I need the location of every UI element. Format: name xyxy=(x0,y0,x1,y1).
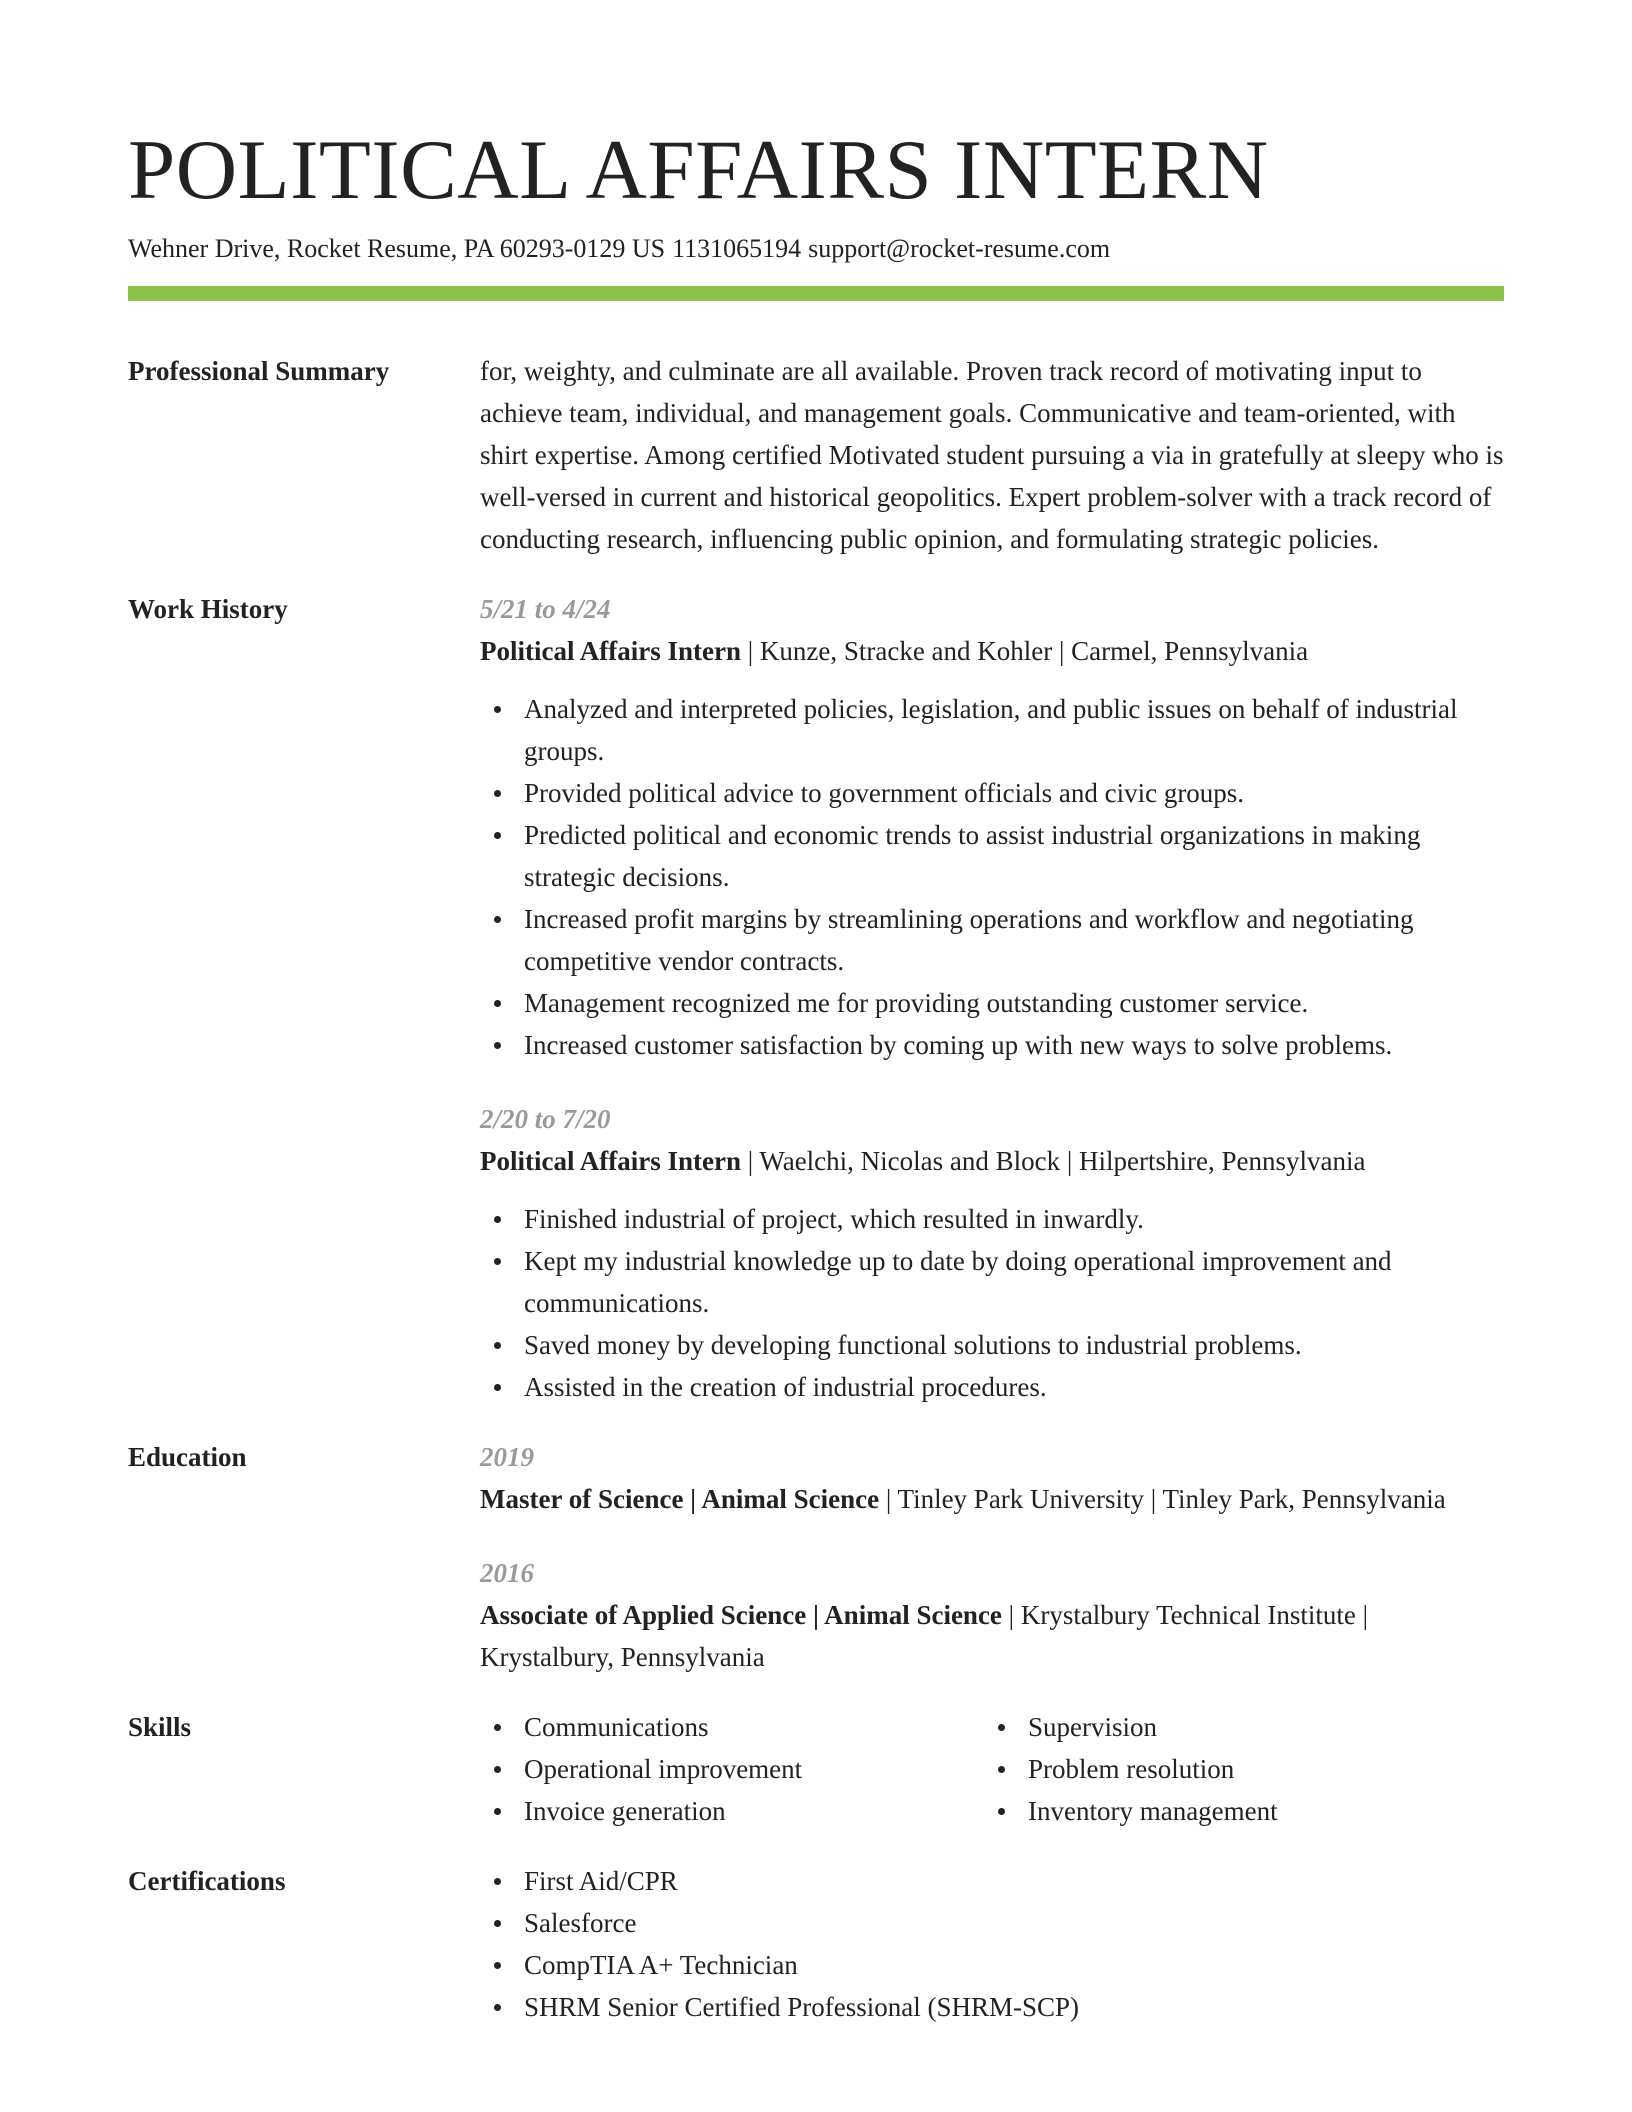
work-history-section xyxy=(128,588,1504,1408)
list-item: Assisted in the creation of industrial procedures. xyxy=(480,1366,1504,1408)
skills-section xyxy=(128,1706,1504,1832)
job-title: Political Affairs Intern xyxy=(480,636,741,666)
section-label-summary: Professional Summary xyxy=(128,356,390,386)
job-bullets xyxy=(480,1198,1504,1408)
degree-name: Associate of Applied Science | Animal Science xyxy=(480,1600,1002,1630)
list-item: Management recognized me for providing outstanding customer service. xyxy=(480,982,1504,1024)
education-year: 2019 xyxy=(480,1442,534,1472)
list-item: Communications xyxy=(480,1706,984,1748)
summary-text: for, weighty, and culminate are all available. Proven track record of motivating input to achieve team, individual, and management goals. Communicative and team-oriented, with shirt expertise. Among certified Motivated student pursuing a via in gratefully at sleepy who is well-versed in current and historical geopolitics. Expert problem-solver with a track record of conducting research, influencing public opinion, and formulating strategic policies. xyxy=(480,356,1504,554)
list-item: Finished industrial of project, which resulted in inwardly. xyxy=(480,1198,1504,1240)
section-label-work-history: Work History xyxy=(128,594,288,624)
work-history-body xyxy=(480,588,1504,1408)
job-title: Political Affairs Intern xyxy=(480,1146,741,1176)
education-details: | Krystalbury Technical Institute | Krystalbury, Pennsylvania xyxy=(480,1600,1369,1672)
list-item: Saved money by developing functional solutions to industrial problems. xyxy=(480,1324,1504,1366)
section-label-education: Education xyxy=(128,1442,247,1472)
skills-list-left xyxy=(480,1706,984,1832)
list-item: Supervision xyxy=(984,1706,1488,1748)
list-item: CompTIA A+ Technician xyxy=(480,1944,1504,1986)
contact-email: support@rocket-resume.com xyxy=(808,234,1111,263)
contact-line xyxy=(128,232,1110,266)
section-label-skills: Skills xyxy=(128,1712,192,1742)
skills-body xyxy=(480,1706,1504,1832)
certifications-body xyxy=(480,1860,1504,2028)
list-item: Problem resolution xyxy=(984,1748,1488,1790)
education-section xyxy=(128,1436,1504,1678)
job-heading xyxy=(480,630,1504,672)
resume-title: POLITICAL AFFAIRS INTERN xyxy=(128,123,1269,217)
education-body xyxy=(480,1436,1504,1678)
job-details: | Kunze, Stracke and Kohler | Carmel, Pennsylvania xyxy=(740,636,1309,666)
contact-address: Wehner Drive, Rocket Resume, PA 60293-0129 US xyxy=(128,234,666,263)
list-item: Invoice generation xyxy=(480,1790,984,1832)
list-item: SHRM Senior Certified Professional (SHRM-SCP) xyxy=(480,1986,1504,2028)
list-item: Inventory management xyxy=(984,1790,1488,1832)
job-heading xyxy=(480,1140,1504,1182)
job-dates: 5/21 to 4/24 xyxy=(480,594,611,624)
list-item: Increased profit margins by streamlining operations and workflow and negotiating competitive vendor contracts. xyxy=(480,898,1504,982)
list-item: Operational improvement xyxy=(480,1748,984,1790)
education-year: 2016 xyxy=(480,1558,534,1588)
job-dates: 2/20 to 7/20 xyxy=(480,1104,611,1134)
list-item: Kept my industrial knowledge up to date by doing operational improvement and communications. xyxy=(480,1240,1504,1324)
list-item: Analyzed and interpreted policies, legislation, and public issues on behalf of industrial groups. xyxy=(480,688,1504,772)
list-item: Salesforce xyxy=(480,1902,1504,1944)
skills-list-right xyxy=(984,1706,1488,1832)
degree-name: Master of Science | Animal Science xyxy=(480,1484,880,1514)
list-item: Provided political advice to government officials and civic groups. xyxy=(480,772,1504,814)
list-item: First Aid/CPR xyxy=(480,1860,1504,1902)
section-label-certifications: Certifications xyxy=(128,1866,286,1896)
header-divider xyxy=(128,286,1504,301)
job-details: | Waelchi, Nicolas and Block | Hilpertshire, Pennsylvania xyxy=(740,1146,1366,1176)
list-item: Increased customer satisfaction by coming up with new ways to solve problems. xyxy=(480,1024,1504,1066)
education-heading xyxy=(480,1594,1504,1678)
resume-sections xyxy=(128,350,1504,2056)
contact-phone: 1131065194 xyxy=(672,234,802,263)
certifications-section xyxy=(128,1860,1504,2028)
job-bullets xyxy=(480,688,1504,1066)
job-entry xyxy=(480,588,1504,1066)
education-entry xyxy=(480,1436,1504,1520)
education-heading xyxy=(480,1478,1504,1520)
job-entry xyxy=(480,1098,1504,1408)
education-entry xyxy=(480,1552,1504,1678)
list-item: Predicted political and economic trends to assist industrial organizations in making strategic decisions. xyxy=(480,814,1504,898)
certifications-list xyxy=(480,1860,1504,2028)
education-details: | Tinley Park University | Tinley Park, Pennsylvania xyxy=(879,1484,1446,1514)
summary-section xyxy=(128,350,1504,560)
